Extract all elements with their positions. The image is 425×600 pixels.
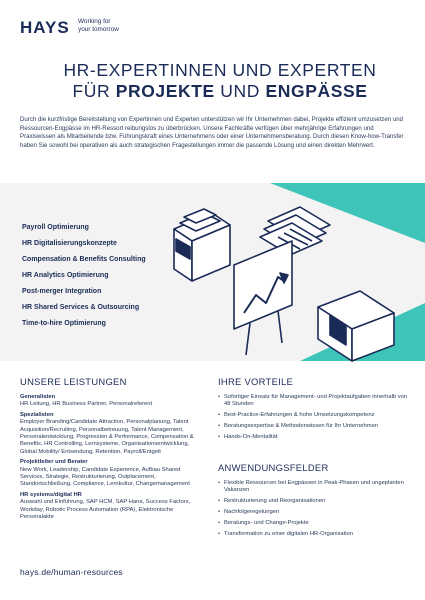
anwendung-heading: ANWENDUNGSFELDER xyxy=(218,462,329,473)
anwendung-item: • Beratungs- und Change-Projekte xyxy=(218,520,408,527)
logo-wordmark: HAYS xyxy=(20,18,70,37)
title-bold-projekte: PROJEKTE xyxy=(115,81,215,101)
leistung-group-body: HR Leitung, HR Business Partner, Personalreferent xyxy=(20,401,153,408)
vorteile-list xyxy=(218,394,408,445)
human-resources-link[interactable]: hays.de/human-resources xyxy=(20,567,123,577)
anwendung-item: • Restrukturierung und Reorganisationen xyxy=(218,498,408,505)
folder-icon xyxy=(318,291,394,361)
anwendung-item: • Transformation zu einer digitalen HR-Organisation xyxy=(218,531,408,538)
leistung-group-head: HR systems/digital HR xyxy=(20,491,82,498)
hays-logo[interactable] xyxy=(20,18,70,38)
title-prefix: FÜR xyxy=(72,81,116,101)
wallet-icon xyxy=(174,209,230,281)
anwendung-list xyxy=(218,480,408,541)
leistung-group-body: Auswahl und Einführung, SAP HCM, SAP Hana, Success Factors, Workday, Robotic Process Automation (RPA), Elektronische Personalakte xyxy=(20,499,191,521)
topic-item: Payroll Optimierung xyxy=(22,224,89,231)
vorteil-item: • Hands-On-Mentalität xyxy=(218,434,408,441)
tagline-line1: Working for xyxy=(78,18,111,25)
topic-item: HR Analytics Optimierung xyxy=(22,272,109,279)
vorteil-item: • Beratungsexpertise & Methodenwissen für Ihr Unternehmen xyxy=(218,423,408,430)
chart-board-icon xyxy=(234,241,292,355)
leistung-group-head: Projektleiter und Berater xyxy=(20,459,88,466)
anwendung-item: • Flexible Ressourcen bei Engpässen in Peak-Phasen und ungeplanten Vakanzen xyxy=(218,480,408,495)
leistungen-heading: UNSERE LEISTUNGEN xyxy=(20,376,127,387)
anwendung-item: • Nachfolgeregelungen xyxy=(218,509,408,516)
topic-item: HR Digitalisierungskonzepte xyxy=(22,240,117,247)
vorteil-item: • Best-Practice-Erfahrungen & hohe Umsetzungskompetenz xyxy=(218,412,408,419)
isometric-illustration xyxy=(160,195,410,365)
vorteil-item: • Sofortiger Einsatz für Management- und Projektaufgaben innerhalb von 48 Stunden xyxy=(218,394,408,409)
leistung-group-body: Employer Branding/Candidate Attraction, Personalplanung, Talent Acquisition/Recruiting, Personalbetreuung, Talent Management, Personalentwicklung, Progression & Performance, Compensation & Benefits, HR Controlling, Lernsysteme, Organisationsentwicklung, Global Mobility/ Entsendung, Retention, Payroll/Entgelt xyxy=(20,419,194,455)
title-line2 xyxy=(60,80,380,102)
leistung-group-head: Spezialisten xyxy=(20,411,54,418)
title-line1: HR-EXPERTINNEN UND EXPERTEN xyxy=(63,60,377,80)
leistungen-list xyxy=(20,394,198,525)
page-title xyxy=(60,60,380,102)
intro-paragraph: Durch die kurzfristige Bereitstellung von Expertinnen und Experten unterstützen wir Ihr Unternehmen dabei, Projekte effizient umzusetzen und Ressourcen-Engpässe im HR-Ressort reibungslos zu überbrücken. Unsere Fachkräfte verfügen über mehrjährige Erfahrungen und Praxiswissen als Mitarbeitende bzw. Führungskraft eines Unternehmens oder einer Unternehmensberatung. Durch diesen Know-how-Transfer haben Sie sowohl bei operativen als auch strategischen Fragestellungen immer die passende Lösung und einen direkten Mehrwert. xyxy=(20,116,404,149)
topics-list xyxy=(22,224,146,336)
leistung-group-body: New Work, Leadership, Candidate Experience, Aufbau Shared Services, Strategie, Restrukturierung, Outplacement, Standortschließung, Compliance, Lernkultur, Changemanagement xyxy=(20,466,190,488)
topic-item: Time-to-hire Optimierung xyxy=(22,320,106,327)
leistung-group-head: Generalisten xyxy=(20,394,56,400)
topic-item: Compensation & Benefits Consulting xyxy=(22,256,146,263)
vorteile-heading: IHRE VORTEILE xyxy=(218,376,294,387)
documents-icon xyxy=(260,207,330,255)
tagline-line2: your tomorrow xyxy=(78,26,119,33)
topic-item: HR Shared Services & Outsourcing xyxy=(22,304,140,311)
tagline xyxy=(78,18,119,34)
title-bold-engpaesse: ENGPÄSSE xyxy=(265,81,368,101)
topic-item: Post-merger Integration xyxy=(22,288,102,295)
title-mid: UND xyxy=(214,81,266,101)
